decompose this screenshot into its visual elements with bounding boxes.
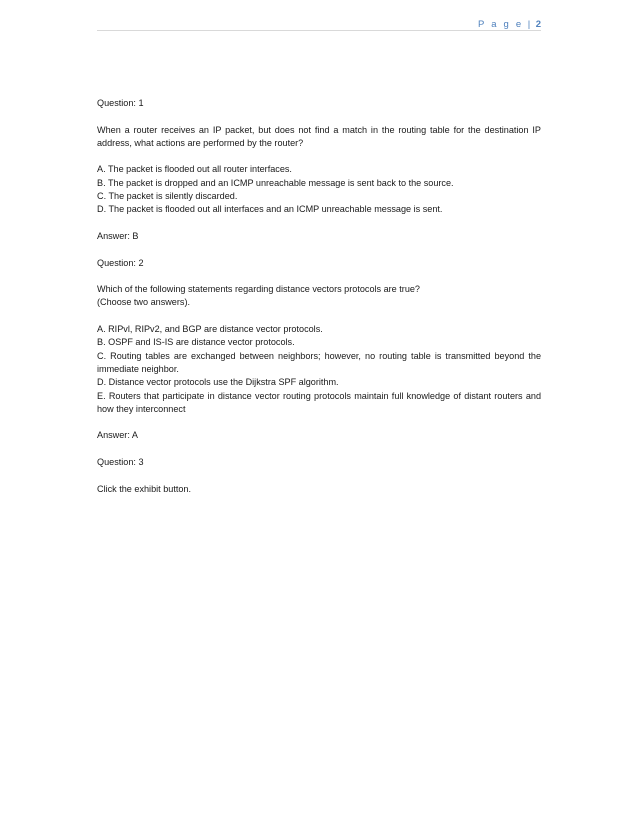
question-2-text-line-1: Which of the following statements regarding distance vectors protocols are true? [97, 284, 420, 295]
question-1-options [97, 163, 541, 216]
page-number: 2 [535, 19, 541, 30]
question-1-answer: Answer: B [97, 230, 139, 241]
question-1-option-d: D. The packet is flooded out all interfaces and an ICMP unreachable message is sent. [97, 204, 443, 215]
page-label: P a g e [477, 19, 524, 30]
question-2-option-d: D. Distance vector protocols use the Dijkstra SPF algorithm. [97, 377, 339, 388]
document-body [97, 97, 541, 509]
question-1-option-a: A. The packet is flooded out all router interfaces. [97, 164, 292, 175]
question-1-option-c: C. The packet is silently discarded. [97, 191, 238, 202]
question-2-option-b: B. OSPF and IS-IS are distance vector protocols. [97, 337, 295, 348]
question-1-title: Question: 1 [97, 98, 144, 108]
question-2-option-e: E. Routers that participate in distance vector routing protocols maintain full knowledge of distant routers and how they interconnect [97, 390, 541, 414]
page-separator: | [527, 19, 532, 30]
question-2-option-c: C. Routing tables are exchanged between neighbors; however, no routing table is transmitted beyond the immediate neighbor. [97, 350, 541, 374]
question-2-title: Question: 2 [97, 257, 144, 268]
question-2-text [97, 283, 541, 310]
page-header [97, 14, 541, 31]
question-1-option-b: B. The packet is dropped and an ICMP unreachable message is sent back to the source. [97, 177, 454, 188]
question-2-options [97, 323, 541, 416]
question-1-text: When a router receives an IP packet, but does not find a match in the routing table for the destination IP address, what actions are performed by the router? [97, 124, 541, 148]
question-3-title: Question: 3 [97, 457, 144, 468]
question-2-answer: Answer: A [97, 430, 138, 441]
question-2-text-line-2: (Choose two answers). [97, 297, 190, 308]
question-3-text: Click the exhibit button. [97, 483, 192, 494]
question-2-option-a: A. RIPvl, RIPv2, and BGP are distance vector protocols. [97, 324, 323, 335]
